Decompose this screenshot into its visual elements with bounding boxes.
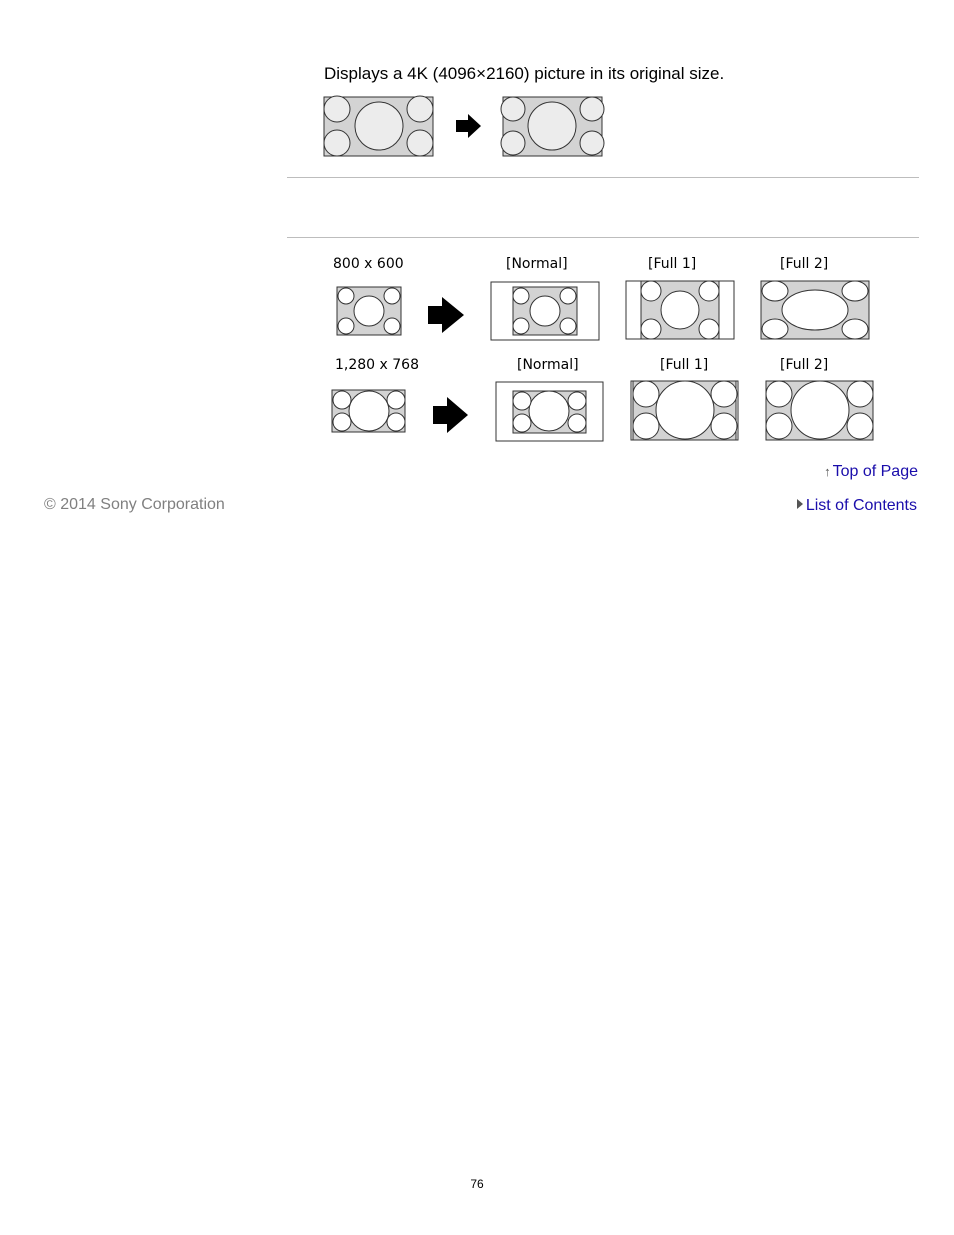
full2-label: [Full 2] [780, 357, 829, 373]
list-of-contents-label: List of Contents [805, 497, 917, 514]
copyright: © 2014 Sony Corporation [44, 496, 225, 513]
top-of-page-label: Top of Page [832, 463, 918, 480]
normal-label: [Normal] [506, 256, 568, 272]
source-picture [332, 390, 405, 432]
page-number: 76 [470, 1177, 484, 1191]
normal-picture [496, 382, 603, 441]
full1-picture [631, 381, 738, 440]
source-label: 1,280 x 768 [335, 357, 419, 373]
full2-picture [761, 281, 869, 339]
top-of-page-link[interactable] [824, 463, 918, 481]
triangle-right-icon [797, 499, 803, 509]
full1-label: [Full 1] [648, 256, 697, 272]
source-picture [337, 287, 401, 335]
arrow-icon [433, 397, 468, 433]
full2-picture [766, 381, 873, 440]
up-arrow-icon: ↑ [824, 464, 831, 479]
full1-label: [Full 1] [660, 357, 709, 373]
wide-mode-diagram [0, 0, 954, 460]
mode-description: Displays a 4K (4096×2160) picture in its original size. [324, 64, 725, 83]
full1-picture [626, 281, 734, 339]
normal-picture [491, 282, 599, 340]
normal-label: [Normal] [517, 357, 579, 373]
source-label: 800 x 600 [333, 256, 404, 272]
arrow-icon [428, 297, 464, 333]
list-of-contents-link[interactable] [797, 497, 917, 515]
full2-label: [Full 2] [780, 256, 829, 272]
